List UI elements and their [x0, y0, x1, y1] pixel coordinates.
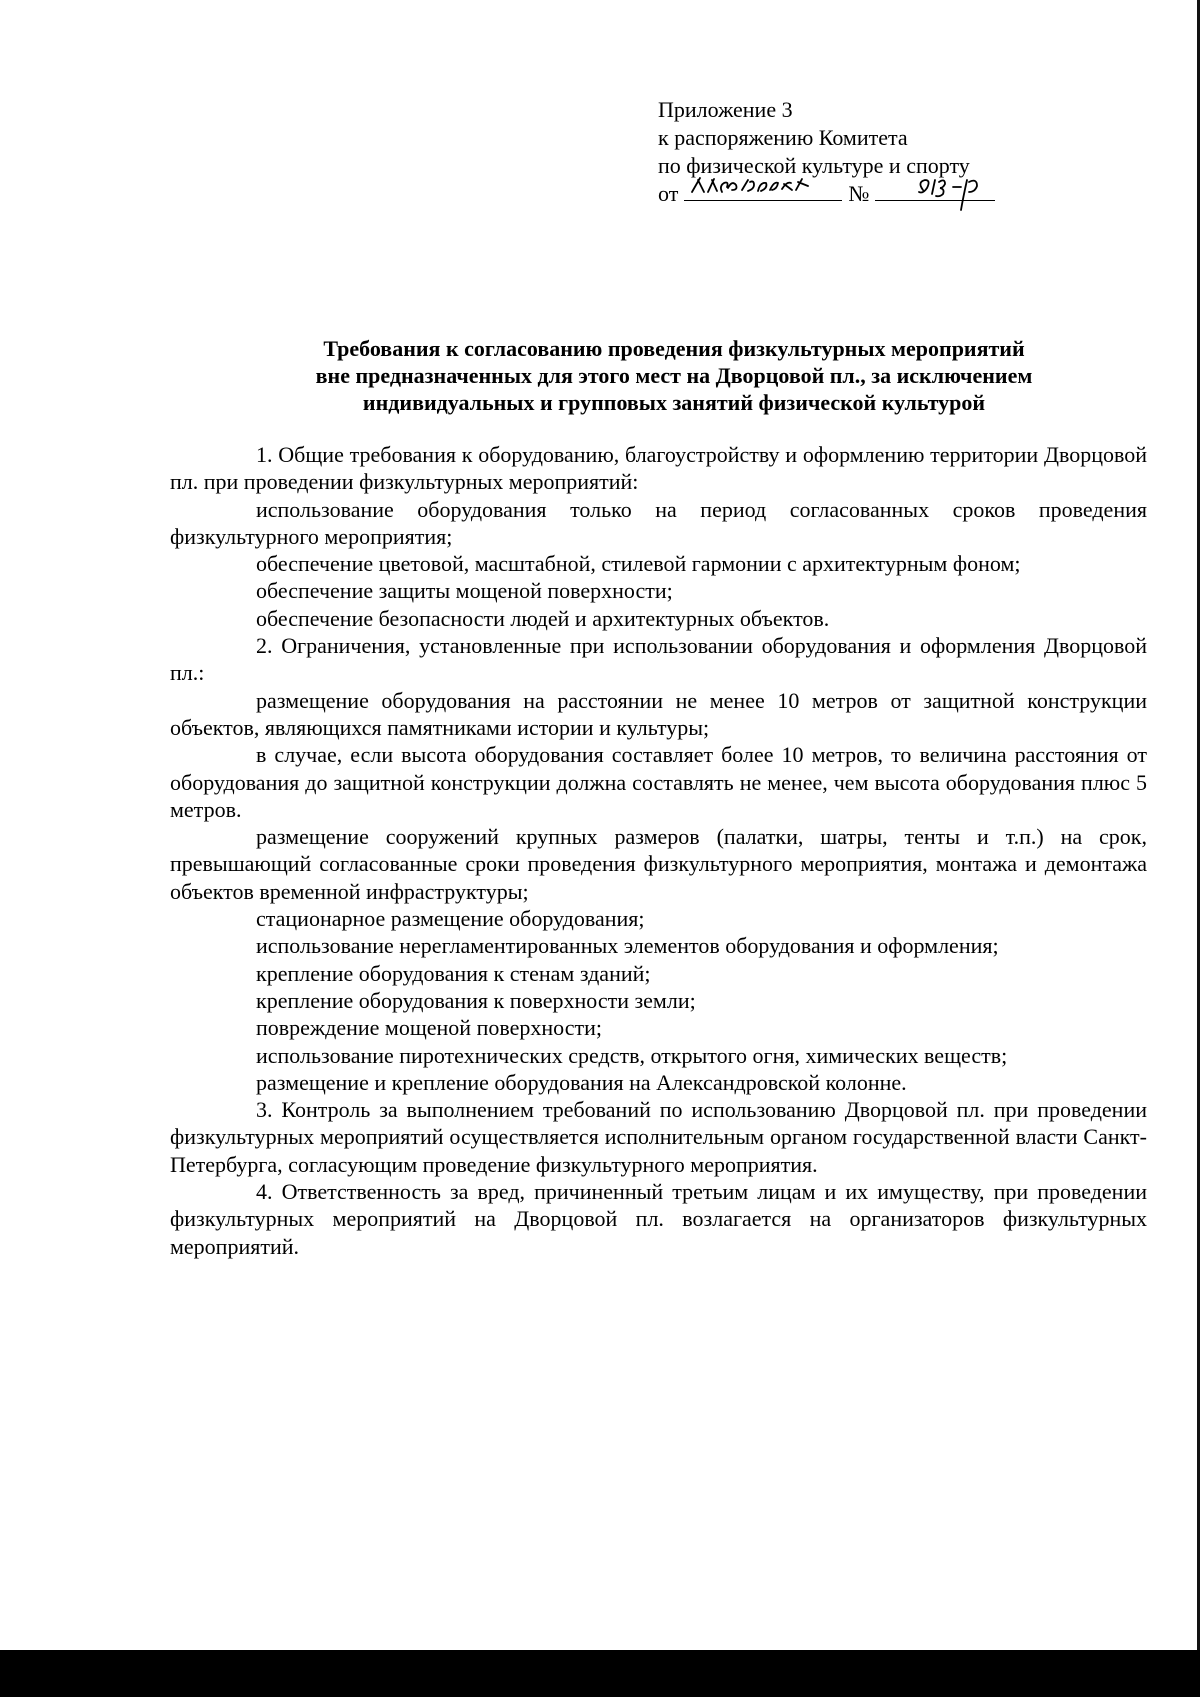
handwritten-date-signature — [684, 170, 842, 200]
title-line-3: индивидуальных и групповых занятий физической культурой — [362, 390, 986, 415]
paragraph: обеспечение безопасности людей и архитектурных объектов. — [256, 605, 830, 631]
paragraph: 2. Ограничения, установленные при использовании оборудования и оформления Дворцовой пл.: — [170, 633, 1147, 686]
title-line-2: вне предназначенных для этого мест на Дворцовой пл., за исключением — [315, 363, 1033, 388]
paragraph: размещение сооружений крупных размеров (палатки, шатры, тенты и т.п.) на срок, превышающий согласованные сроки проведения физкультурного мероприятия, монтажа и демонтажа объектов временной инфраструктуры; — [170, 824, 1147, 904]
paragraph: стационарное размещение оборудования; — [256, 906, 645, 932]
appendix-header — [658, 96, 1078, 208]
paragraph: повреждение мощеной поверхности; — [256, 1015, 602, 1041]
paragraph: 1. Общие требования к оборудованию, благоустройству и оформлению территории Дворцовой пл. при проведении физкультурных мероприятий: — [170, 442, 1147, 495]
paragraph: в случае, если высота оборудования составляет более 10 метров, то величина расстояния от оборудования до защитной конструкции должна составлять не менее, чем высота оборудования плюс 5 метров. — [170, 742, 1147, 822]
paragraph: обеспечение цветовой, масштабной, стилевой гармонии с архитектурным фоном; — [256, 551, 1021, 577]
appendix-line-3: по физической культуре и спорту — [658, 153, 970, 178]
paragraph: 3. Контроль за выполнением требований по использованию Дворцовой пл. при проведении физкультурных мероприятий осуществляется исполнительным органом государственной власти Санкт-Петербурга, согласующим проведение физкультурного мероприятия. — [170, 1097, 1147, 1177]
paragraph: использование нерегламентированных элементов оборудования и оформления; — [256, 933, 999, 959]
document-title — [170, 335, 1178, 416]
title-line-1: Требования к согласованию проведения физкультурных мероприятий — [323, 336, 1025, 361]
handwritten-number-signature — [875, 170, 1005, 214]
appendix-date-number-line — [658, 180, 1078, 208]
number-label: № — [848, 181, 870, 206]
appendix-line-1: Приложение 3 — [658, 97, 793, 122]
paragraph: 4. Ответственность за вред, причиненный третьим лицам и их имуществу, при проведении физкультурных мероприятий на Дворцовой пл. возлагается на организаторов физкультурных мероприятий. — [170, 1179, 1147, 1259]
number-field — [875, 180, 995, 201]
paragraph: обеспечение защиты мощеной поверхности; — [256, 578, 673, 604]
paragraph: крепление оборудования к стенам зданий; — [256, 960, 651, 986]
paragraph: крепление оборудования к поверхности земли; — [256, 987, 696, 1013]
appendix-line-2: к распоряжению Комитета — [658, 125, 908, 150]
paragraph: использование оборудования только на период согласованных сроков проведения физкультурного мероприятия; — [170, 496, 1147, 549]
date-prefix: от — [658, 181, 679, 206]
scan-edge-bottom — [0, 1650, 1200, 1697]
paragraph: размещение и крепление оборудования на Александровской колонне. — [256, 1069, 907, 1095]
paragraph: использование пиротехнических средств, открытого огня, химических веществ; — [256, 1042, 1008, 1068]
document-body — [170, 441, 1147, 1260]
paragraph: размещение оборудования на расстоянии не менее 10 метров от защитной конструкции объектов, являющихся памятниками истории и культуры; — [170, 687, 1147, 740]
date-field — [684, 180, 842, 201]
